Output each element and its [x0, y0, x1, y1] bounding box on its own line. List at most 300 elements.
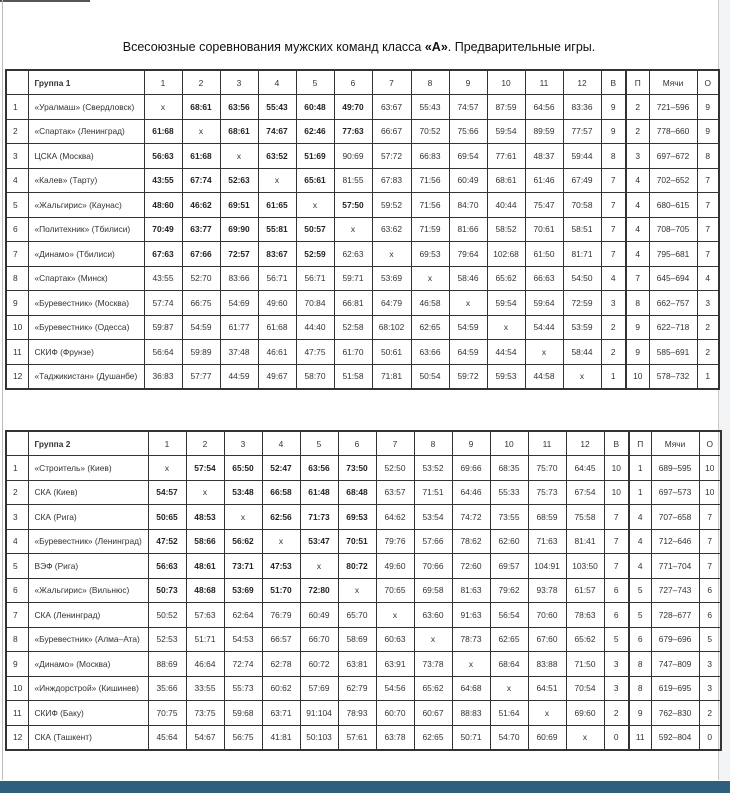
wins-cell: 7 — [601, 193, 626, 218]
result-cell: 68:48 — [338, 480, 376, 505]
result-cell: 53:69 — [224, 578, 262, 603]
result-cell: 58:66 — [186, 529, 224, 554]
result-cell: 57:77 — [182, 364, 220, 389]
result-cell: 81:66 — [449, 217, 487, 242]
result-cell: 65:62 — [414, 676, 452, 701]
column-header: 5 — [296, 70, 334, 95]
result-cell: 36:83 — [144, 364, 182, 389]
result-cell: 66:63 — [525, 266, 563, 291]
title-part-1: Всесоюзные соревнования мужских команд класса — [122, 40, 425, 54]
result-cell: 67:74 — [182, 168, 220, 193]
self-match-cell: x — [148, 456, 186, 481]
wins-cell: 3 — [601, 291, 626, 316]
row-number: 12 — [6, 725, 28, 750]
team-name: «Буревестник» (Алма–Ата) — [28, 627, 148, 652]
column-header: 8 — [411, 70, 449, 95]
table-header-row — [6, 70, 719, 95]
result-cell: 69:60 — [566, 701, 604, 726]
column-header: 1 — [144, 70, 182, 95]
team-name: «Динамо» (Тбилиси) — [28, 242, 144, 267]
table-row — [6, 119, 719, 144]
table-row — [6, 364, 719, 389]
result-cell: 56:62 — [224, 529, 262, 554]
table-row — [6, 95, 719, 120]
result-cell: 54:44 — [525, 315, 563, 340]
result-cell: 59:54 — [487, 119, 525, 144]
result-cell: 53:47 — [300, 529, 338, 554]
wins-cell: 2 — [604, 701, 629, 726]
balls-cell: 578–732 — [649, 364, 697, 389]
balls-cell: 592–804 — [651, 725, 699, 750]
result-cell: 46:61 — [258, 340, 296, 365]
table-row — [6, 676, 721, 701]
result-cell: 48:37 — [525, 144, 563, 169]
result-cell: 68:61 — [220, 119, 258, 144]
balls-cell: 645–694 — [649, 266, 697, 291]
balls-cell: 707–658 — [651, 505, 699, 530]
column-header: 8 — [414, 431, 452, 456]
losses-cell: 5 — [629, 603, 651, 628]
result-cell: 52:47 — [262, 456, 300, 481]
result-cell: 93:78 — [528, 578, 566, 603]
result-cell: 68:102 — [372, 315, 411, 340]
result-cell: 52:70 — [182, 266, 220, 291]
result-cell: 54:59 — [182, 315, 220, 340]
table-row — [6, 627, 721, 652]
title-part-2: «А» — [424, 40, 448, 54]
result-cell: 78:93 — [338, 701, 376, 726]
self-match-cell: x — [224, 505, 262, 530]
column-header: 12 — [566, 431, 604, 456]
result-cell: 46:62 — [182, 193, 220, 218]
result-cell: 54:56 — [376, 676, 414, 701]
team-name: «Динамо» (Москва) — [28, 652, 148, 677]
row-number: 11 — [6, 701, 28, 726]
wins-cell: 2 — [601, 315, 626, 340]
result-cell: 55:33 — [490, 480, 528, 505]
column-header: 4 — [258, 70, 296, 95]
result-cell: 83:66 — [220, 266, 258, 291]
result-cell: 62:65 — [414, 725, 452, 750]
result-cell: 52:53 — [148, 627, 186, 652]
result-cell: 53:69 — [372, 266, 411, 291]
result-cell: 78:63 — [566, 603, 604, 628]
result-cell: 72:60 — [452, 554, 490, 579]
wins-cell: 9 — [601, 119, 626, 144]
column-header: 11 — [528, 431, 566, 456]
points-cell: 8 — [697, 144, 719, 169]
losses-cell: 2 — [626, 95, 649, 120]
losses-cell: 4 — [626, 193, 649, 218]
result-cell: 60:70 — [376, 701, 414, 726]
result-cell: 49:60 — [376, 554, 414, 579]
row-number: 4 — [6, 529, 28, 554]
result-cell: 64:46 — [452, 480, 490, 505]
result-cell: 70:58 — [563, 193, 601, 218]
result-cell: 62:46 — [296, 119, 334, 144]
points-cell: 9 — [697, 119, 719, 144]
result-cell: 60:49 — [449, 168, 487, 193]
result-cell: 70:84 — [296, 291, 334, 316]
result-cell: 77:57 — [563, 119, 601, 144]
header-index-cell — [6, 431, 28, 456]
row-number: 9 — [6, 652, 28, 677]
result-cell: 71:73 — [300, 505, 338, 530]
result-cell: 62:65 — [411, 315, 449, 340]
group-1-table — [5, 69, 720, 390]
balls-cell: 662–757 — [649, 291, 697, 316]
column-header: 9 — [452, 431, 490, 456]
result-cell: 65:50 — [224, 456, 262, 481]
balls-cell: 747–809 — [651, 652, 699, 677]
row-number: 7 — [6, 603, 28, 628]
losses-cell: 2 — [626, 119, 649, 144]
balls-cell: 680–615 — [649, 193, 697, 218]
result-cell: 64:51 — [528, 676, 566, 701]
team-name: «Буревестник» (Ленинград) — [28, 529, 148, 554]
result-cell: 66:83 — [411, 144, 449, 169]
balls-cell: 689–595 — [651, 456, 699, 481]
table-row — [6, 529, 721, 554]
table-row — [6, 554, 721, 579]
result-cell: 62:78 — [262, 652, 300, 677]
result-cell: 64:68 — [452, 676, 490, 701]
result-cell: 54:67 — [186, 725, 224, 750]
points-cell: 7 — [697, 193, 719, 218]
balls-cell: 708–705 — [649, 217, 697, 242]
result-cell: 67:83 — [372, 168, 411, 193]
wins-cell: 1 — [601, 364, 626, 389]
self-match-cell: x — [372, 242, 411, 267]
balls-cell: 778–660 — [649, 119, 697, 144]
result-cell: 51:71 — [186, 627, 224, 652]
result-cell: 63:66 — [411, 340, 449, 365]
result-cell: 61:77 — [220, 315, 258, 340]
result-cell: 63:56 — [300, 456, 338, 481]
self-match-cell: x — [452, 652, 490, 677]
table-row — [6, 242, 719, 267]
result-cell: 67:66 — [182, 242, 220, 267]
points-cell: 3 — [699, 676, 721, 701]
result-cell: 87:59 — [487, 95, 525, 120]
result-cell: 89:59 — [525, 119, 563, 144]
balls-cell: 771–704 — [651, 554, 699, 579]
losses-cell: 5 — [629, 578, 651, 603]
self-match-cell: x — [525, 340, 563, 365]
result-cell: 52:59 — [296, 242, 334, 267]
result-cell: 44:40 — [296, 315, 334, 340]
title-part-3: . Предварительные игры. — [447, 40, 596, 54]
result-cell: 58:46 — [449, 266, 487, 291]
points-cell: 4 — [697, 266, 719, 291]
result-cell: 61:70 — [334, 340, 372, 365]
balls-cell: 762–830 — [651, 701, 699, 726]
result-cell: 60:69 — [528, 725, 566, 750]
page-title — [0, 40, 718, 54]
result-cell: 69:53 — [338, 505, 376, 530]
column-header: 1 — [148, 431, 186, 456]
balls-cell: 712–646 — [651, 529, 699, 554]
result-cell: 46:64 — [186, 652, 224, 677]
result-cell: 81:63 — [452, 578, 490, 603]
self-match-cell: x — [338, 578, 376, 603]
result-cell: 75:70 — [528, 456, 566, 481]
self-match-cell: x — [296, 193, 334, 218]
team-name: «Жальгирис» (Вильнюс) — [28, 578, 148, 603]
result-cell: 78:62 — [452, 529, 490, 554]
result-cell: 68:64 — [490, 652, 528, 677]
column-header: Мячи — [649, 70, 697, 95]
result-cell: 61:57 — [566, 578, 604, 603]
result-cell: 60:62 — [262, 676, 300, 701]
bottom-bar — [0, 781, 730, 793]
result-cell: 56:71 — [258, 266, 296, 291]
losses-cell: 9 — [629, 701, 651, 726]
result-cell: 59:52 — [372, 193, 411, 218]
result-cell: 104:91 — [528, 554, 566, 579]
self-match-cell: x — [182, 119, 220, 144]
row-number: 8 — [6, 627, 28, 652]
result-cell: 103:50 — [566, 554, 604, 579]
column-header: В — [604, 431, 629, 456]
table-row — [6, 505, 721, 530]
balls-cell: 727–743 — [651, 578, 699, 603]
points-cell: 7 — [699, 554, 721, 579]
result-cell: 50:71 — [452, 725, 490, 750]
column-header: 5 — [300, 431, 338, 456]
wins-cell: 4 — [601, 266, 626, 291]
team-name: «Калев» (Тарту) — [28, 168, 144, 193]
column-header: 3 — [224, 431, 262, 456]
result-cell: 35:66 — [148, 676, 186, 701]
wins-cell: 6 — [604, 603, 629, 628]
result-cell: 54:70 — [490, 725, 528, 750]
result-cell: 79:64 — [449, 242, 487, 267]
table-row — [6, 456, 721, 481]
result-cell: 69:58 — [414, 578, 452, 603]
result-cell: 55:43 — [411, 95, 449, 120]
result-cell: 54:57 — [148, 480, 186, 505]
team-name: «Инждорстрой» (Кишинев) — [28, 676, 148, 701]
result-cell: 73:78 — [414, 652, 452, 677]
result-cell: 54:53 — [224, 627, 262, 652]
result-cell: 53:59 — [563, 315, 601, 340]
column-header: 7 — [372, 70, 411, 95]
losses-cell: 1 — [629, 456, 651, 481]
wins-cell: 7 — [604, 505, 629, 530]
points-cell: 7 — [699, 529, 721, 554]
result-cell: 57:61 — [338, 725, 376, 750]
result-cell: 33:55 — [186, 676, 224, 701]
result-cell: 60:67 — [414, 701, 452, 726]
result-cell: 63:62 — [372, 217, 411, 242]
result-cell: 53:54 — [414, 505, 452, 530]
result-cell: 71:56 — [411, 168, 449, 193]
result-cell: 51:64 — [490, 701, 528, 726]
result-cell: 52:58 — [334, 315, 372, 340]
row-number: 10 — [6, 315, 28, 340]
table-row — [6, 291, 719, 316]
balls-cell: 721–596 — [649, 95, 697, 120]
result-cell: 62:56 — [262, 505, 300, 530]
result-cell: 63:52 — [258, 144, 296, 169]
result-cell: 75:47 — [525, 193, 563, 218]
team-name: «Буревестник» (Москва) — [28, 291, 144, 316]
result-cell: 59:89 — [182, 340, 220, 365]
points-cell: 7 — [697, 242, 719, 267]
result-cell: 68:35 — [490, 456, 528, 481]
row-number: 3 — [6, 144, 28, 169]
column-header: 6 — [338, 431, 376, 456]
losses-cell: 11 — [629, 725, 651, 750]
result-cell: 70:75 — [148, 701, 186, 726]
result-cell: 55:43 — [258, 95, 296, 120]
team-name: СКА (Киев) — [28, 480, 148, 505]
result-cell: 83:67 — [258, 242, 296, 267]
wins-cell: 0 — [604, 725, 629, 750]
result-cell: 59:87 — [144, 315, 182, 340]
table-row — [6, 217, 719, 242]
result-cell: 58:44 — [563, 340, 601, 365]
result-cell: 56:54 — [490, 603, 528, 628]
points-cell: 7 — [699, 505, 721, 530]
table-header-row — [6, 431, 721, 456]
result-cell: 63:77 — [182, 217, 220, 242]
self-match-cell: x — [528, 701, 566, 726]
result-cell: 90:69 — [334, 144, 372, 169]
row-number: 4 — [6, 168, 28, 193]
column-header: 2 — [182, 70, 220, 95]
result-cell: 59:72 — [449, 364, 487, 389]
result-cell: 63:56 — [220, 95, 258, 120]
result-cell: 72:59 — [563, 291, 601, 316]
points-cell: 9 — [697, 95, 719, 120]
wins-cell: 7 — [601, 242, 626, 267]
result-cell: 57:66 — [414, 529, 452, 554]
result-cell: 68:61 — [487, 168, 525, 193]
self-match-cell: x — [300, 554, 338, 579]
points-cell: 7 — [697, 217, 719, 242]
wins-cell: 7 — [604, 529, 629, 554]
group-2-table — [5, 430, 722, 751]
row-number: 2 — [6, 119, 28, 144]
losses-cell: 3 — [626, 144, 649, 169]
result-cell: 44:58 — [525, 364, 563, 389]
group-label: Группа 1 — [28, 70, 144, 95]
result-cell: 55:73 — [224, 676, 262, 701]
team-name: СКА (Ленинград) — [28, 603, 148, 628]
column-header: 9 — [449, 70, 487, 95]
column-header: 10 — [490, 431, 528, 456]
result-cell: 57:50 — [334, 193, 372, 218]
column-header: 12 — [563, 70, 601, 95]
result-cell: 102:68 — [487, 242, 525, 267]
result-cell: 44:54 — [487, 340, 525, 365]
row-number: 12 — [6, 364, 28, 389]
result-cell: 69:57 — [490, 554, 528, 579]
team-name: «Уралмаш» (Свердловск) — [28, 95, 144, 120]
result-cell: 62:60 — [490, 529, 528, 554]
result-cell: 75:58 — [566, 505, 604, 530]
column-header: 3 — [220, 70, 258, 95]
result-cell: 54:50 — [563, 266, 601, 291]
losses-cell: 4 — [629, 505, 651, 530]
result-cell: 66:81 — [334, 291, 372, 316]
row-number: 3 — [6, 505, 28, 530]
losses-cell: 8 — [629, 676, 651, 701]
result-cell: 61:65 — [258, 193, 296, 218]
result-cell: 45:64 — [148, 725, 186, 750]
result-cell: 71:50 — [566, 652, 604, 677]
points-cell: 1 — [697, 364, 719, 389]
result-cell: 73:75 — [186, 701, 224, 726]
team-name: ЦСКА (Москва) — [28, 144, 144, 169]
result-cell: 74:72 — [452, 505, 490, 530]
self-match-cell: x — [490, 676, 528, 701]
losses-cell: 8 — [626, 291, 649, 316]
result-cell: 49:70 — [334, 95, 372, 120]
result-cell: 44:59 — [220, 364, 258, 389]
row-number: 9 — [6, 291, 28, 316]
result-cell: 67:63 — [144, 242, 182, 267]
result-cell: 69:54 — [449, 144, 487, 169]
result-cell: 71:51 — [414, 480, 452, 505]
result-cell: 75:73 — [528, 480, 566, 505]
result-cell: 71:59 — [411, 217, 449, 242]
column-header: 2 — [186, 431, 224, 456]
self-match-cell: x — [220, 144, 258, 169]
result-cell: 70:66 — [414, 554, 452, 579]
table-row — [6, 725, 721, 750]
result-cell: 50:57 — [296, 217, 334, 242]
result-cell: 70:54 — [566, 676, 604, 701]
result-cell: 70:49 — [144, 217, 182, 242]
result-cell: 57:74 — [144, 291, 182, 316]
group-label: Группа 2 — [28, 431, 148, 456]
balls-cell: 702–652 — [649, 168, 697, 193]
losses-cell: 9 — [626, 340, 649, 365]
result-cell: 52:63 — [220, 168, 258, 193]
result-cell: 59:68 — [224, 701, 262, 726]
result-cell: 58:52 — [487, 217, 525, 242]
result-cell: 48:68 — [186, 578, 224, 603]
result-cell: 57:72 — [372, 144, 411, 169]
result-cell: 48:60 — [144, 193, 182, 218]
points-cell: 0 — [699, 725, 721, 750]
self-match-cell: x — [334, 217, 372, 242]
result-cell: 49:67 — [258, 364, 296, 389]
result-cell: 64:79 — [372, 291, 411, 316]
result-cell: 57:63 — [186, 603, 224, 628]
team-name: «Спартак» (Минск) — [28, 266, 144, 291]
result-cell: 60:72 — [300, 652, 338, 677]
column-header: 7 — [376, 431, 414, 456]
result-cell: 58:70 — [296, 364, 334, 389]
balls-cell: 728–677 — [651, 603, 699, 628]
result-cell: 78:73 — [452, 627, 490, 652]
self-match-cell: x — [487, 315, 525, 340]
result-cell: 63:57 — [376, 480, 414, 505]
result-cell: 48:53 — [186, 505, 224, 530]
result-cell: 43:55 — [144, 168, 182, 193]
result-cell: 50:52 — [148, 603, 186, 628]
table-row — [6, 266, 719, 291]
balls-cell: 622–718 — [649, 315, 697, 340]
result-cell: 63:81 — [338, 652, 376, 677]
wins-cell: 7 — [604, 554, 629, 579]
points-cell: 10 — [699, 456, 721, 481]
result-cell: 63:91 — [376, 652, 414, 677]
